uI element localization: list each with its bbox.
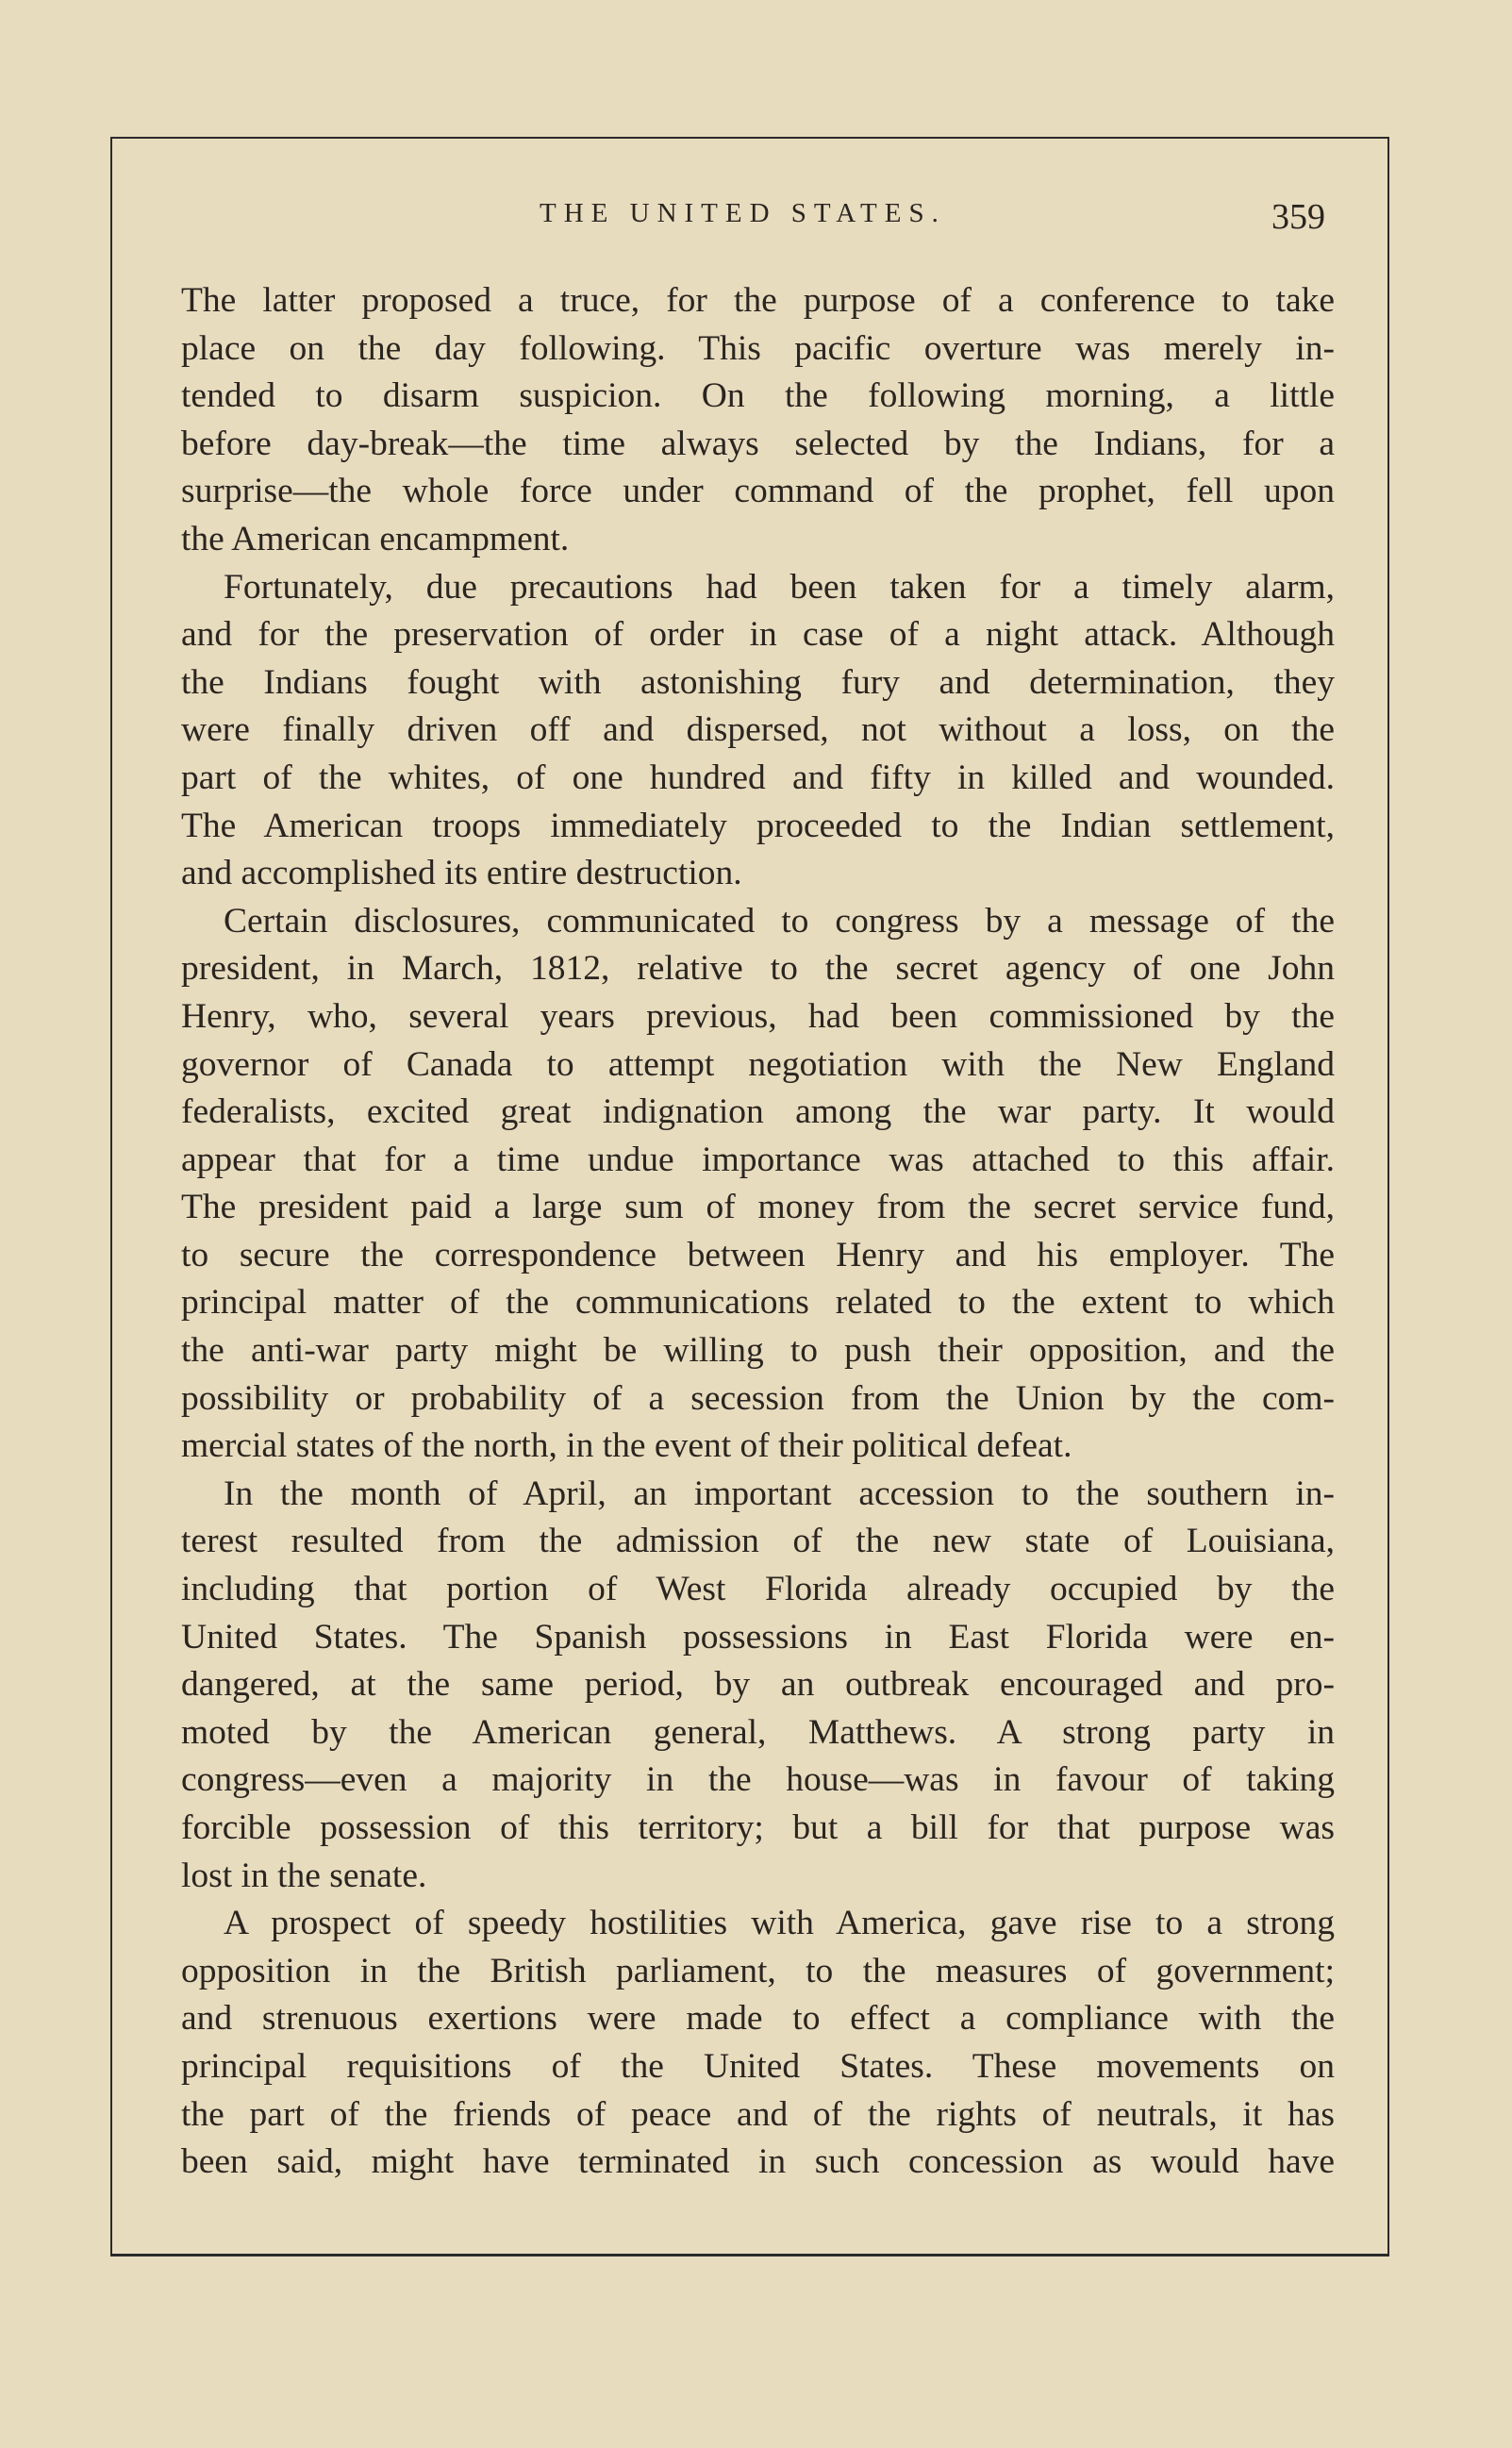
text-line: moted by the American general, Matthews. A strong party in: [181, 1712, 1335, 1752]
text-line: forcible possession of this territory; but a bill for that purpose was: [181, 1808, 1335, 1847]
text-line: tended to disarm suspicion. On the following morning, a little: [181, 376, 1335, 416]
text-line: possibility or probability of a secession from the Union by the com-: [181, 1378, 1335, 1418]
text-line: governor of Canada to attempt negotiation with the New England: [181, 1044, 1335, 1084]
text-line: principal requisitions of the United States. These movements on: [181, 2046, 1335, 2086]
running-title: THE UNITED STATES.: [540, 198, 946, 228]
text-line: and strenuous exertions were made to effect a compliance with the: [181, 1999, 1335, 2039]
text-line: and accomplished its entire destruction.: [181, 854, 742, 893]
text-line: dangered, at the same period, by an outbreak encouraged and pro-: [181, 1665, 1335, 1705]
text-line: In the month of April, an important accession to the southern in-: [224, 1474, 1335, 1513]
text-line: appear that for a time undue importance was attached to this affair.: [181, 1140, 1335, 1179]
text-line: and for the preservation of order in case of a night attack. Although: [181, 615, 1335, 655]
text-line: The president paid a large sum of money from the secret service fund,: [181, 1188, 1335, 1227]
text-line: lost in the senate.: [181, 1856, 427, 1895]
text-line: the American encampment.: [181, 519, 570, 558]
text-line: congress—even a majority in the house—was in favour of taking: [181, 1760, 1335, 1800]
text-line: federalists, excited great indignation among the war party. It would: [181, 1092, 1335, 1132]
text-line: the part of the friends of peace and of the rights of neutrals, it has: [181, 2094, 1335, 2134]
text-line: Fortunately, due precautions had been taken for a timely alarm,: [224, 567, 1335, 607]
text-line: The latter proposed a truce, for the purpose of a conference to take: [181, 281, 1335, 320]
text-line: Certain disclosures, communicated to congress by a message of the: [224, 901, 1335, 941]
text-line: opposition in the British parliament, to the measures of government;: [181, 1951, 1335, 1990]
text-line: part of the whites, of one hundred and fifty in killed and wounded.: [181, 758, 1335, 797]
text-line: been said, might have terminated in such concession as would have: [181, 2142, 1335, 2182]
text-line: surprise—the whole force under command of the prophet, fell upon: [181, 472, 1335, 511]
body-text: [181, 277, 1335, 2187]
text-line: Henry, who, several years previous, had been commissioned by the: [181, 996, 1335, 1036]
text-line: the Indians fought with astonishing fury and determination, they: [181, 662, 1335, 702]
text-line: before day-break—the time always selected by the Indians, for a: [181, 424, 1335, 463]
text-line: A prospect of speedy hostilities with America, gave rise to a strong: [224, 1904, 1335, 1943]
text-line: United States. The Spanish possessions in East Florida were en-: [181, 1617, 1335, 1657]
text-line: to secure the correspondence between Henry and his employer. The: [181, 1235, 1335, 1274]
page-number: 359: [1271, 197, 1325, 237]
text-line: place on the day following. This pacific overture was merely in-: [181, 328, 1335, 368]
text-line: the anti-war party might be willing to push their opposition, and the: [181, 1331, 1335, 1371]
text-line: terest resulted from the admission of the new state of Louisiana,: [181, 1522, 1335, 1561]
text-line: The American troops immediately proceeded to the Indian settlement,: [181, 806, 1335, 845]
text-line: including that portion of West Florida already occupied by the: [181, 1570, 1335, 1609]
text-line: president, in March, 1812, relative to the secret agency of one John: [181, 949, 1335, 989]
text-line: principal matter of the communications related to the extent to which: [181, 1283, 1335, 1323]
text-line: mercial states of the north, in the event of their political defeat.: [181, 1426, 1072, 1466]
text-line: were finally driven off and dispersed, not without a loss, on the: [181, 710, 1335, 750]
